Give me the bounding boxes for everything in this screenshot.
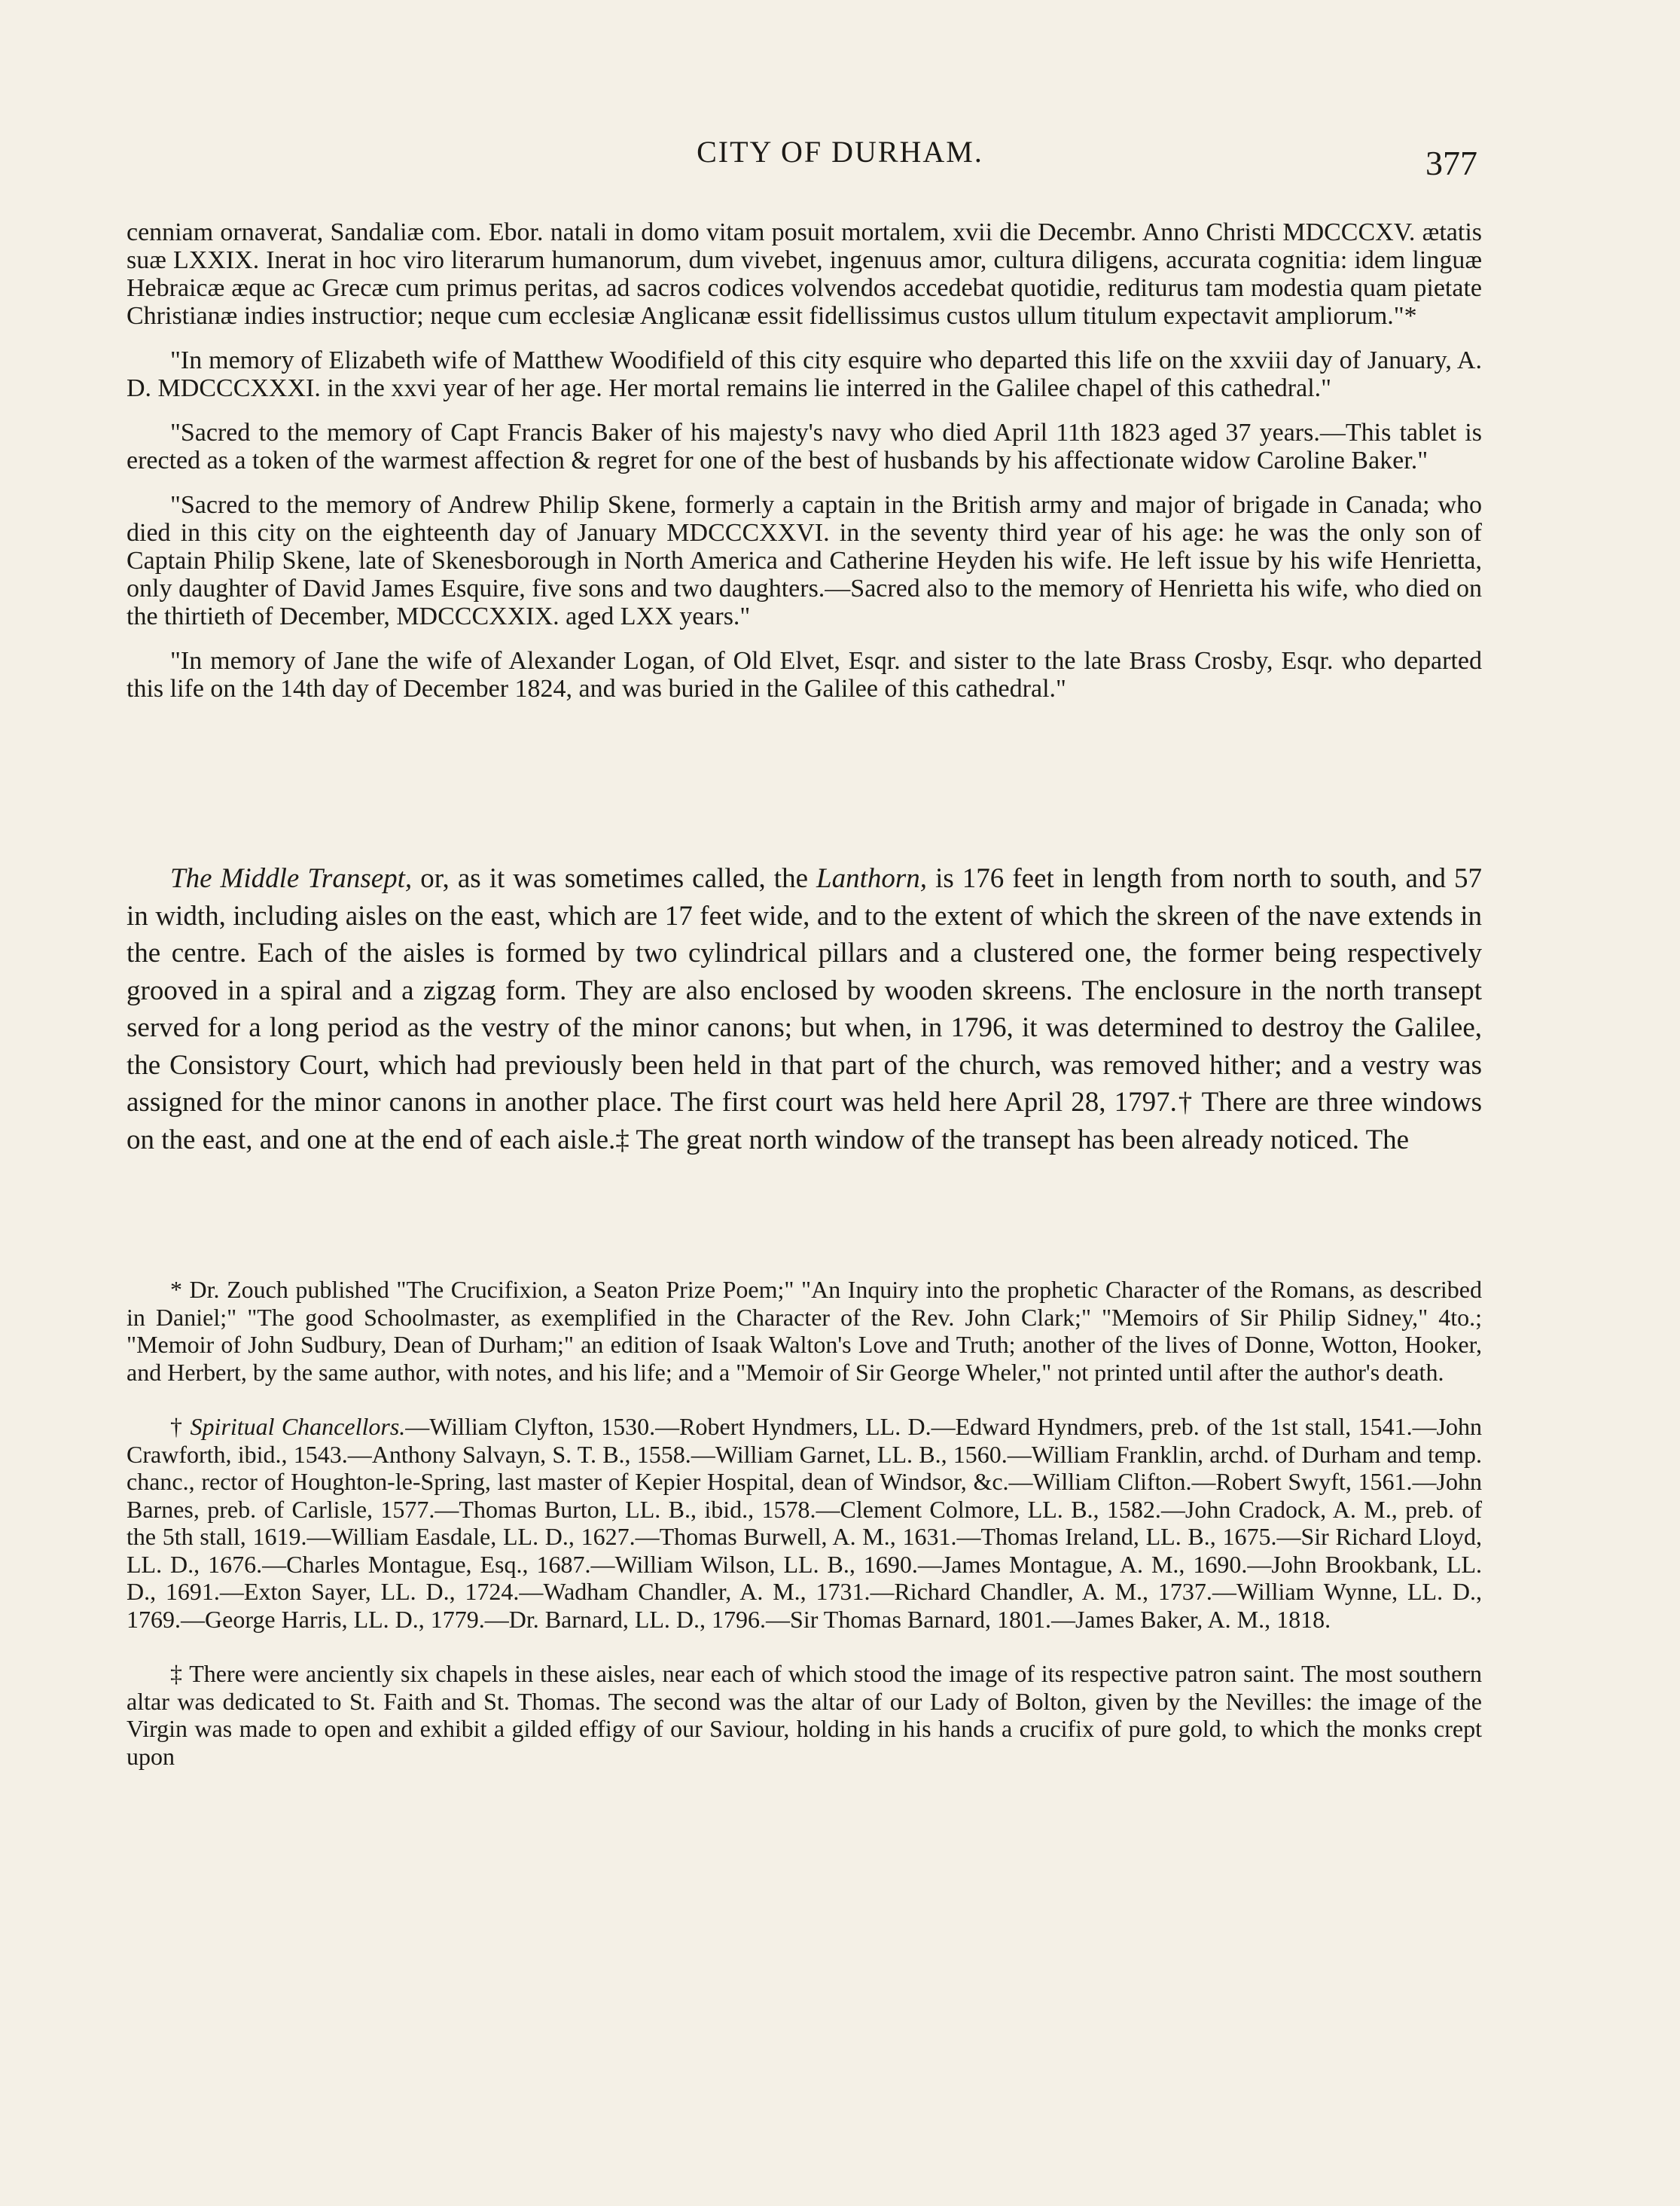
- running-title: CITY OF DURHAM.: [697, 135, 983, 169]
- page-header: [0, 134, 1680, 194]
- inscription-baker: "Sacred to the memory of Capt Francis Baker of his majesty's navy who died April 11th 1823 aged 37 years.—This tablet is erected as a token of the warmest affection & regret for one of the best of husbands by his affectionate widow Caroline Baker.": [127, 419, 1482, 474]
- main-paragraph: [127, 860, 1482, 1158]
- main-text-part2: is 176 feet in length from north to south, and 57 in width, including aisles on the east, which are 17 feet wide, and to the extent of which the skreen of the nave extends in the centre. Each of the aisles is formed by two cylindrical pillars and a clustered one, the former being respectively grooved in a spiral and a zigzag form. They are also enclosed by wooden skreens. The enclosure in the north transept served for a long period as the vestry of the minor canons; but when, in 1796, it was determined to destroy the Galilee, the Consistory Court, which had previously been held in that part of the church, was removed hither; and a vestry was assigned for the minor canons in another place. The first court was held here April 28, 1797.† There are three windows on the east, and one at the end of each aisle.‡ The great north window of the transept has been already noticed. The: [127, 863, 1482, 1155]
- footnote-dagger: [127, 1413, 1482, 1633]
- inscription-woodifield: "In memory of Elizabeth wife of Matthew Woodifield of this city esquire who departed this life on the xxviii day of January, A. D. MDCCCXXXI. in the xxvi year of her age. Her mortal remains lie interred in the Galilee chapel of this cathedral.": [127, 346, 1482, 402]
- chancellors-list: —William Clyfton, 1530.—Robert Hyndmers, LL. D.—Edward Hyndmers, preb. of the 1st stall, 1541.—John Crawforth, ibid., 1543.—Anthony Salvayn, S. T. B., 1558.—William Garnet, LL. B., 1560.—William Franklin, archd. of Durham and temp. chanc., rector of Houghton-le-Spring, last master of Kepier Hospital, dean of Windsor, &c.—William Clifton.—Robert Swyft, 1561.—John Barnes, preb. of Carlisle, 1577.—Thomas Burton, LL. B., ibid., 1578.—Clement Colmore, LL. B., 1582.—John Cradock, A. M., preb. of the 5th stall, 1619.—William Easdale, LL. D., 1627.—Thomas Burwell, A. M., 1631.—Thomas Ireland, LL. B., 1675.—Sir Richard Lloyd, LL. D., 1676.—Charles Montague, Esq., 1687.—William Wilson, LL. B., 1690.—James Montague, A. M., 1690.—John Brookbank, LL. D., 1691.—Exton Sayer, LL. D., 1724.—Wadham Chandler, A. M., 1731.—Richard Chandler, A. M., 1737.—William Wynne, LL. D., 1769.—George Harris, LL. D., 1779.—Dr. Barnard, LL. D., 1796.—Sir Thomas Barnard, 1801.—James Baker, A. M., 1818.: [127, 1413, 1483, 1633]
- inscription-skene: "Sacred to the memory of Andrew Philip Skene, formerly a captain in the British army and major of brigade in Canada; who died in this city on the eighteenth day of January MDCCCXXVI. in the seventy third year of his age: he was the only son of Captain Philip Skene, late of Skenesborough in North America and Catherine Heyden his wife. He left issue by his wife Henrietta, only daughter of David James Esquire, five sons and two daughters.—Sacred also to the memory of Henrietta his wife, who died on the thirtieth of December, MDCCCXXIX. aged LXX years.": [127, 491, 1482, 630]
- middle-transept-heading: The Middle Transept,: [170, 863, 413, 894]
- main-text-part1: or, as it was sometimes called, the: [412, 863, 817, 894]
- footnote-ddagger: ‡ There were anciently six chapels in these aisles, near each of which stood the image of its respective patron saint. The most southern altar was dedicated to St. Faith and St. Thomas. The second was the altar of our Lady of Bolton, given by the Nevilles: the image of the Virgin was made to open and exhibit a gilded effigy of our Saviour, holding in his hands a crucifix of pure gold, to which the monks crept upon: [127, 1660, 1482, 1770]
- page-number: 377: [1425, 144, 1477, 182]
- inscription-zouch: cenniam ornaverat, Sandaliæ com. Ebor. natali in domo vitam posuit mortalem, xvii die Decembr. Anno Christi MDCCCXV. ætatis suæ LXXIX. Inerat in hoc viro literarum humanorum, dum vivebet, ingenuus amor, cultura diligens, accurata cognitia: idem linguæ Hebraicæ æque ac Grecæ cum primus peritas, ad sacros codices volvendos accedebat quotidie, rediturus tam modestia quam pietate Christianæ indies instructior; neque cum ecclesiæ Anglicanæ essit fidellissimus custos ullum titulum expectavit ampliorum."*: [127, 218, 1482, 330]
- lanthorn-term: Lanthorn,: [816, 863, 928, 894]
- footnotes-block: [127, 1276, 1482, 1797]
- inscription-logan: "In memory of Jane the wife of Alexander Logan, of Old Elvet, Esqr. and sister to the late Brass Crosby, Esqr. who departed this life on the 14th day of December 1824, and was buried in the Galilee of this cathedral.": [127, 647, 1482, 703]
- spiritual-chancellors-heading: Spiritual Chancellors.: [190, 1413, 406, 1440]
- footnote-star: * Dr. Zouch published "The Crucifixion, a Seaton Prize Poem;" "An Inquiry into the prophetic Character of the Romans, as described in Daniel;" "The good Schoolmaster, as exemplified in the Character of the Rev. John Clark;" "Memoirs of Sir Philip Sidney," 4to.; "Memoir of John Sudbury, Dean of Durham;" an edition of Isaak Walton's Love and Truth; another of the lives of Donne, Wotton, Hooker, and Herbert, by the same author, with notes, and his life; and a "Memoir of Sir George Wheler," not printed until after the author's death.: [127, 1276, 1482, 1386]
- dagger-mark: †: [170, 1413, 191, 1440]
- inscriptions-block: [127, 218, 1482, 719]
- main-paragraph-block: [127, 860, 1482, 1158]
